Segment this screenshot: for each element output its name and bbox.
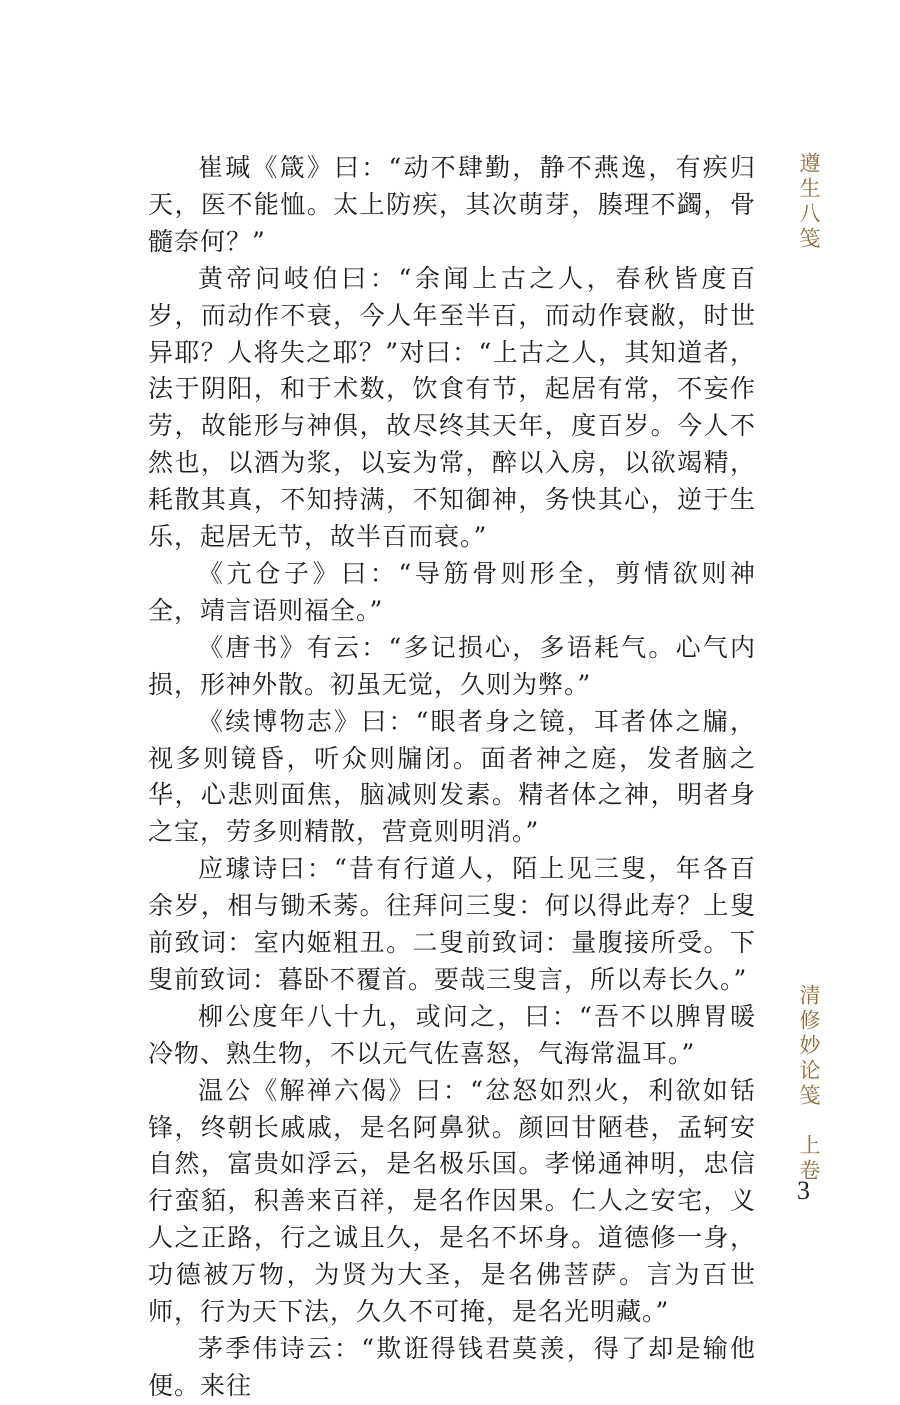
paragraph: 应璩诗曰：“昔有行道人，陌上见三叟，年各百余岁，相与锄禾莠。往拜问三叟：何以得此寿？上叟前致词：室内姬粗丑。二叟前致词：量腹接所受。下叟前致词：暮卧不覆首。要哉三叟言，所以寿长久。” <box>148 854 756 994</box>
body-text <box>148 150 756 1405</box>
running-head-book-title: 遵生八笺 <box>797 152 821 252</box>
paragraph: 温公《解禅六偈》曰：“忿怒如烈火，利欲如铦锋，终朝长戚戚，是名阿鼻狱。颜回甘陋巷，孟轲安自然，富贵如浮云，是名极乐国。孝悌通神明，忠信行蛮貊，积善来百祥，是名作因果。仁人之安宅，义人之正路，行之诚且久，是名不坏身。道德修一身，功德被万物，为贤为大圣，是名佛菩萨。言为百世师，行为天下法，久久不可掩，是名光明藏。” <box>148 1075 756 1327</box>
paragraph: 黄帝问岐伯曰：“余闻上古之人，春秋皆度百岁，而动作不衰，今人年至半百，而动作衰敝，时世异耶？人将失之耶？”对曰：“上古之人，其知道者，法于阴阳，和于术数，饮食有节，起居有常，不妄作劳，故能形与神俱，故尽终其天年，度百岁。今人不然也，以酒为浆，以妄为常，醉以入房，以欲竭精，耗散其真，不知持满，不知御神，务快其心，逆于生乐，起居无节，故半百而衰。” <box>148 263 756 552</box>
paragraph: 《唐书》有云：“多记损心，多语耗气。心气内损，形神外散。初虽无觉，久则为弊。” <box>148 632 756 699</box>
paragraph: 柳公度年八十九，或问之，曰：“吾不以脾胃暖冷物、熟生物，不以元气佐喜怒，气海常温耳。” <box>148 1001 756 1068</box>
paragraph: 茅季伟诗云：“欺诳得钱君莫羡，得了却是输他便。来往 <box>148 1334 756 1400</box>
paragraph: 《续博物志》曰：“眼者身之镜，耳者体之牖，视多则镜昏，听众则牖闭。面者神之庭，发者脑之华，心悲则面焦，脑减则发素。精者体之神，明者身之宝，劳多则精散，营竟则明消。” <box>148 706 756 847</box>
running-head-section-title: 清修妙论笺 上卷 <box>797 984 821 1184</box>
paragraph: 崔瑊《箴》曰：“动不肆勤，静不燕逸，有疾归天，医不能恤。太上防疾，其次萌芽，腠理不蠲，骨髓奈何？” <box>148 153 756 256</box>
page-number: 3 <box>797 1176 810 1205</box>
paragraph: 《亢仓子》曰：“导筋骨则形全，剪情欲则神全，靖言语则福全。” <box>148 558 756 625</box>
